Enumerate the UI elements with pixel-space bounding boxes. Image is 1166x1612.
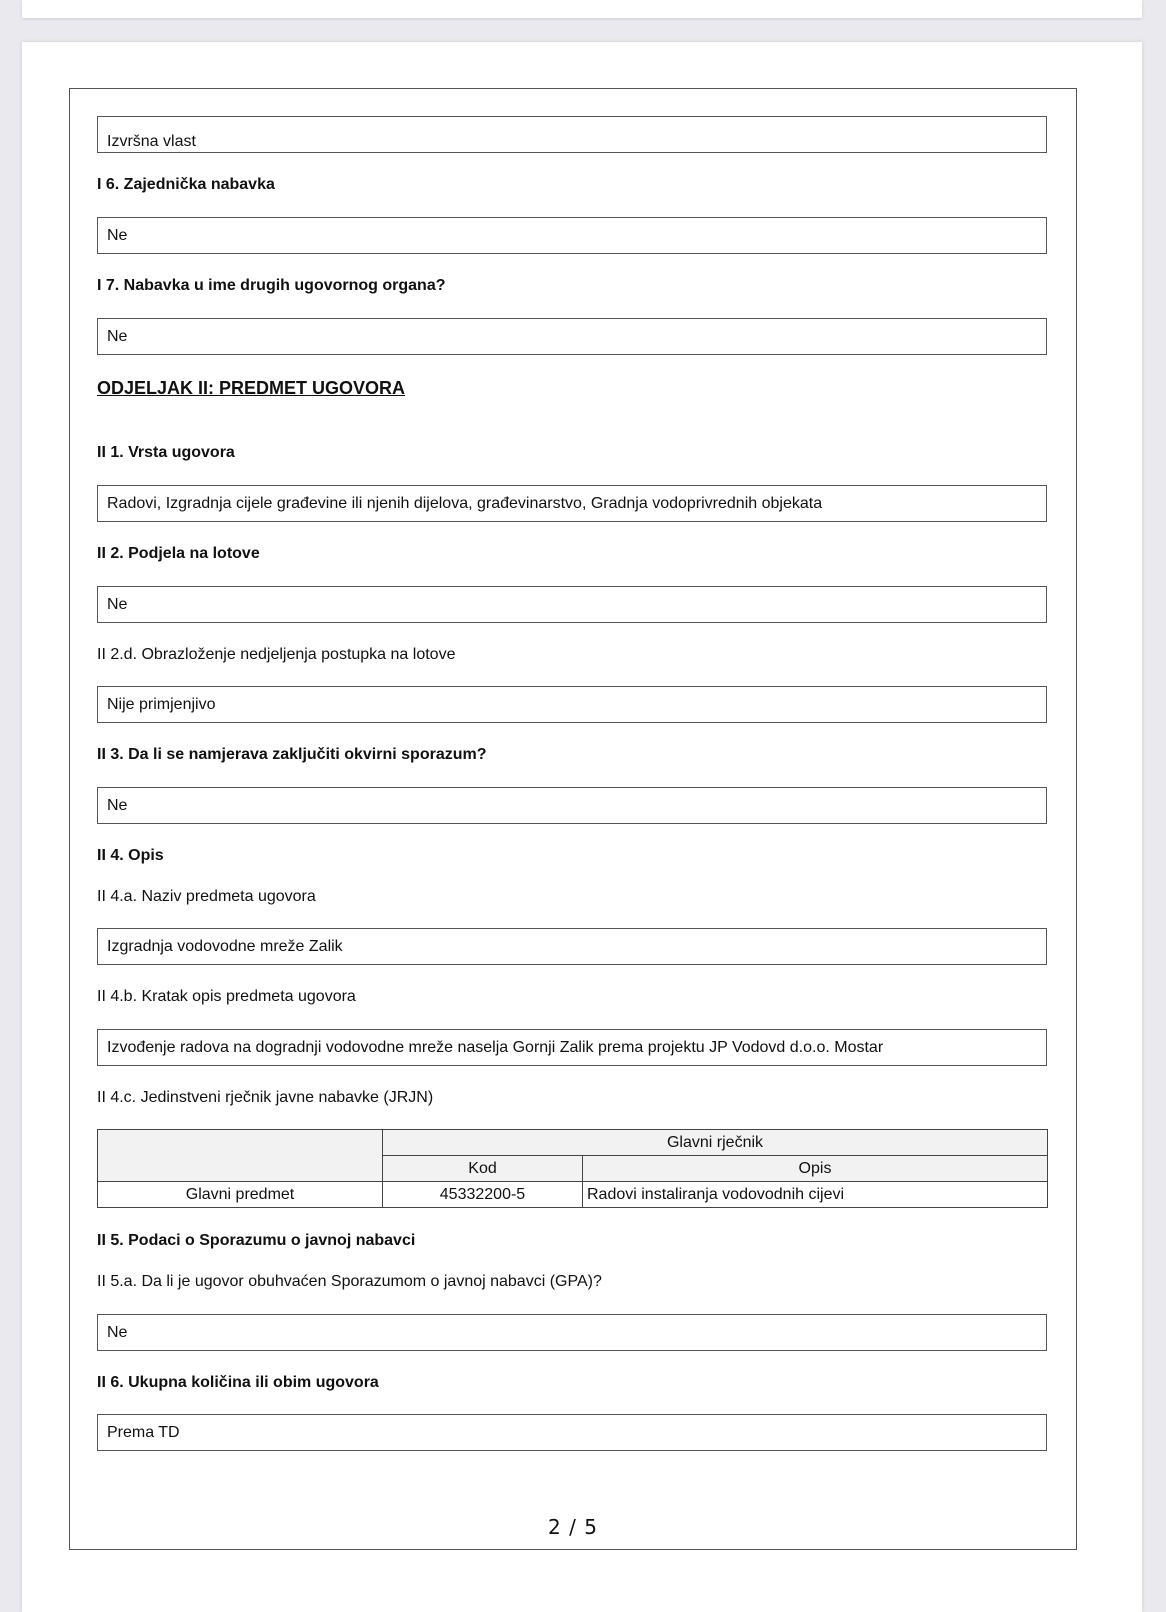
- ii2d-value-field: Nije primjenjivo: [97, 686, 1047, 723]
- ii5-label: II 5. Podaci o Sporazumu o javnoj nabavci: [97, 1232, 416, 1249]
- ii3-label: II 3. Da li se namjerava zaključiti okvirni sporazum?: [97, 746, 487, 763]
- page-indicator: 2 / 5: [548, 1515, 598, 1539]
- ii1-value-field: Radovi, Izgradnja cijele građevine ili njenih dijelova, građevinarstvo, Gradnja vodoprivrednih objekata: [97, 485, 1047, 522]
- ii4a-value-field: Izgradnja vodovodne mreže Zalik: [97, 928, 1047, 965]
- page-frame: [69, 88, 1077, 1550]
- section-ii-title: ODJELJAK II: PREDMET UGOVORA: [97, 378, 406, 398]
- jrjn-code-header: Kod: [383, 1156, 583, 1182]
- i7-value-field: Ne: [97, 318, 1047, 355]
- i6-value-field: Ne: [97, 217, 1047, 254]
- ii4a-label: II 4.a. Naziv predmeta ugovora: [97, 888, 316, 905]
- ii4b-label: II 4.b. Kratak opis predmeta ugovora: [97, 988, 356, 1005]
- ii6-value-field: Prema TD: [97, 1414, 1047, 1451]
- ii4c-label: II 4.c. Jedinstveni rječnik javne nabavke (JRJN): [97, 1089, 434, 1106]
- ii5a-label: II 5.a. Da li je ugovor obuhvaćen Sporazumom o javnoj nabavci (GPA)?: [97, 1273, 602, 1290]
- ii5a-value-field: Ne: [97, 1314, 1047, 1351]
- jrjn-row-desc: Radovi instaliranja vodovodnih cijevi: [583, 1182, 1048, 1208]
- jrjn-empty-header: [98, 1130, 383, 1182]
- ii4b-value-field: Izvođenje radova na dogradnji vodovodne mreže naselja Gornji Zalik prema projektu JP Vodovd d.o.o. Mostar: [97, 1029, 1047, 1066]
- ii2-label: II 2. Podjela na lotove: [97, 545, 260, 562]
- document-page: [22, 42, 1142, 1612]
- table-row: [98, 1182, 1048, 1208]
- jrjn-table: [97, 1129, 1048, 1208]
- authority-type-field: Izvršna vlast: [97, 116, 1047, 153]
- jrjn-row-label: Glavni predmet: [98, 1182, 383, 1208]
- i7-label: I 7. Nabavka u ime drugih ugovornog organa?: [97, 277, 446, 294]
- previous-page-edge: [22, 0, 1142, 18]
- ii2-value-field: Ne: [97, 586, 1047, 623]
- ii3-value-field: Ne: [97, 787, 1047, 824]
- ii6-label: II 6. Ukupna količina ili obim ugovora: [97, 1374, 379, 1391]
- ii4-label: II 4. Opis: [97, 847, 164, 864]
- jrjn-group-header: Glavni rječnik: [383, 1130, 1048, 1156]
- ii2d-label: II 2.d. Obrazloženje nedjeljenja postupka na lotove: [97, 646, 456, 663]
- i6-label: I 6. Zajednička nabavka: [97, 176, 275, 193]
- jrjn-row-code: 45332200-5: [383, 1182, 583, 1208]
- ii1-label: II 1. Vrsta ugovora: [97, 444, 235, 461]
- jrjn-desc-header: Opis: [583, 1156, 1048, 1182]
